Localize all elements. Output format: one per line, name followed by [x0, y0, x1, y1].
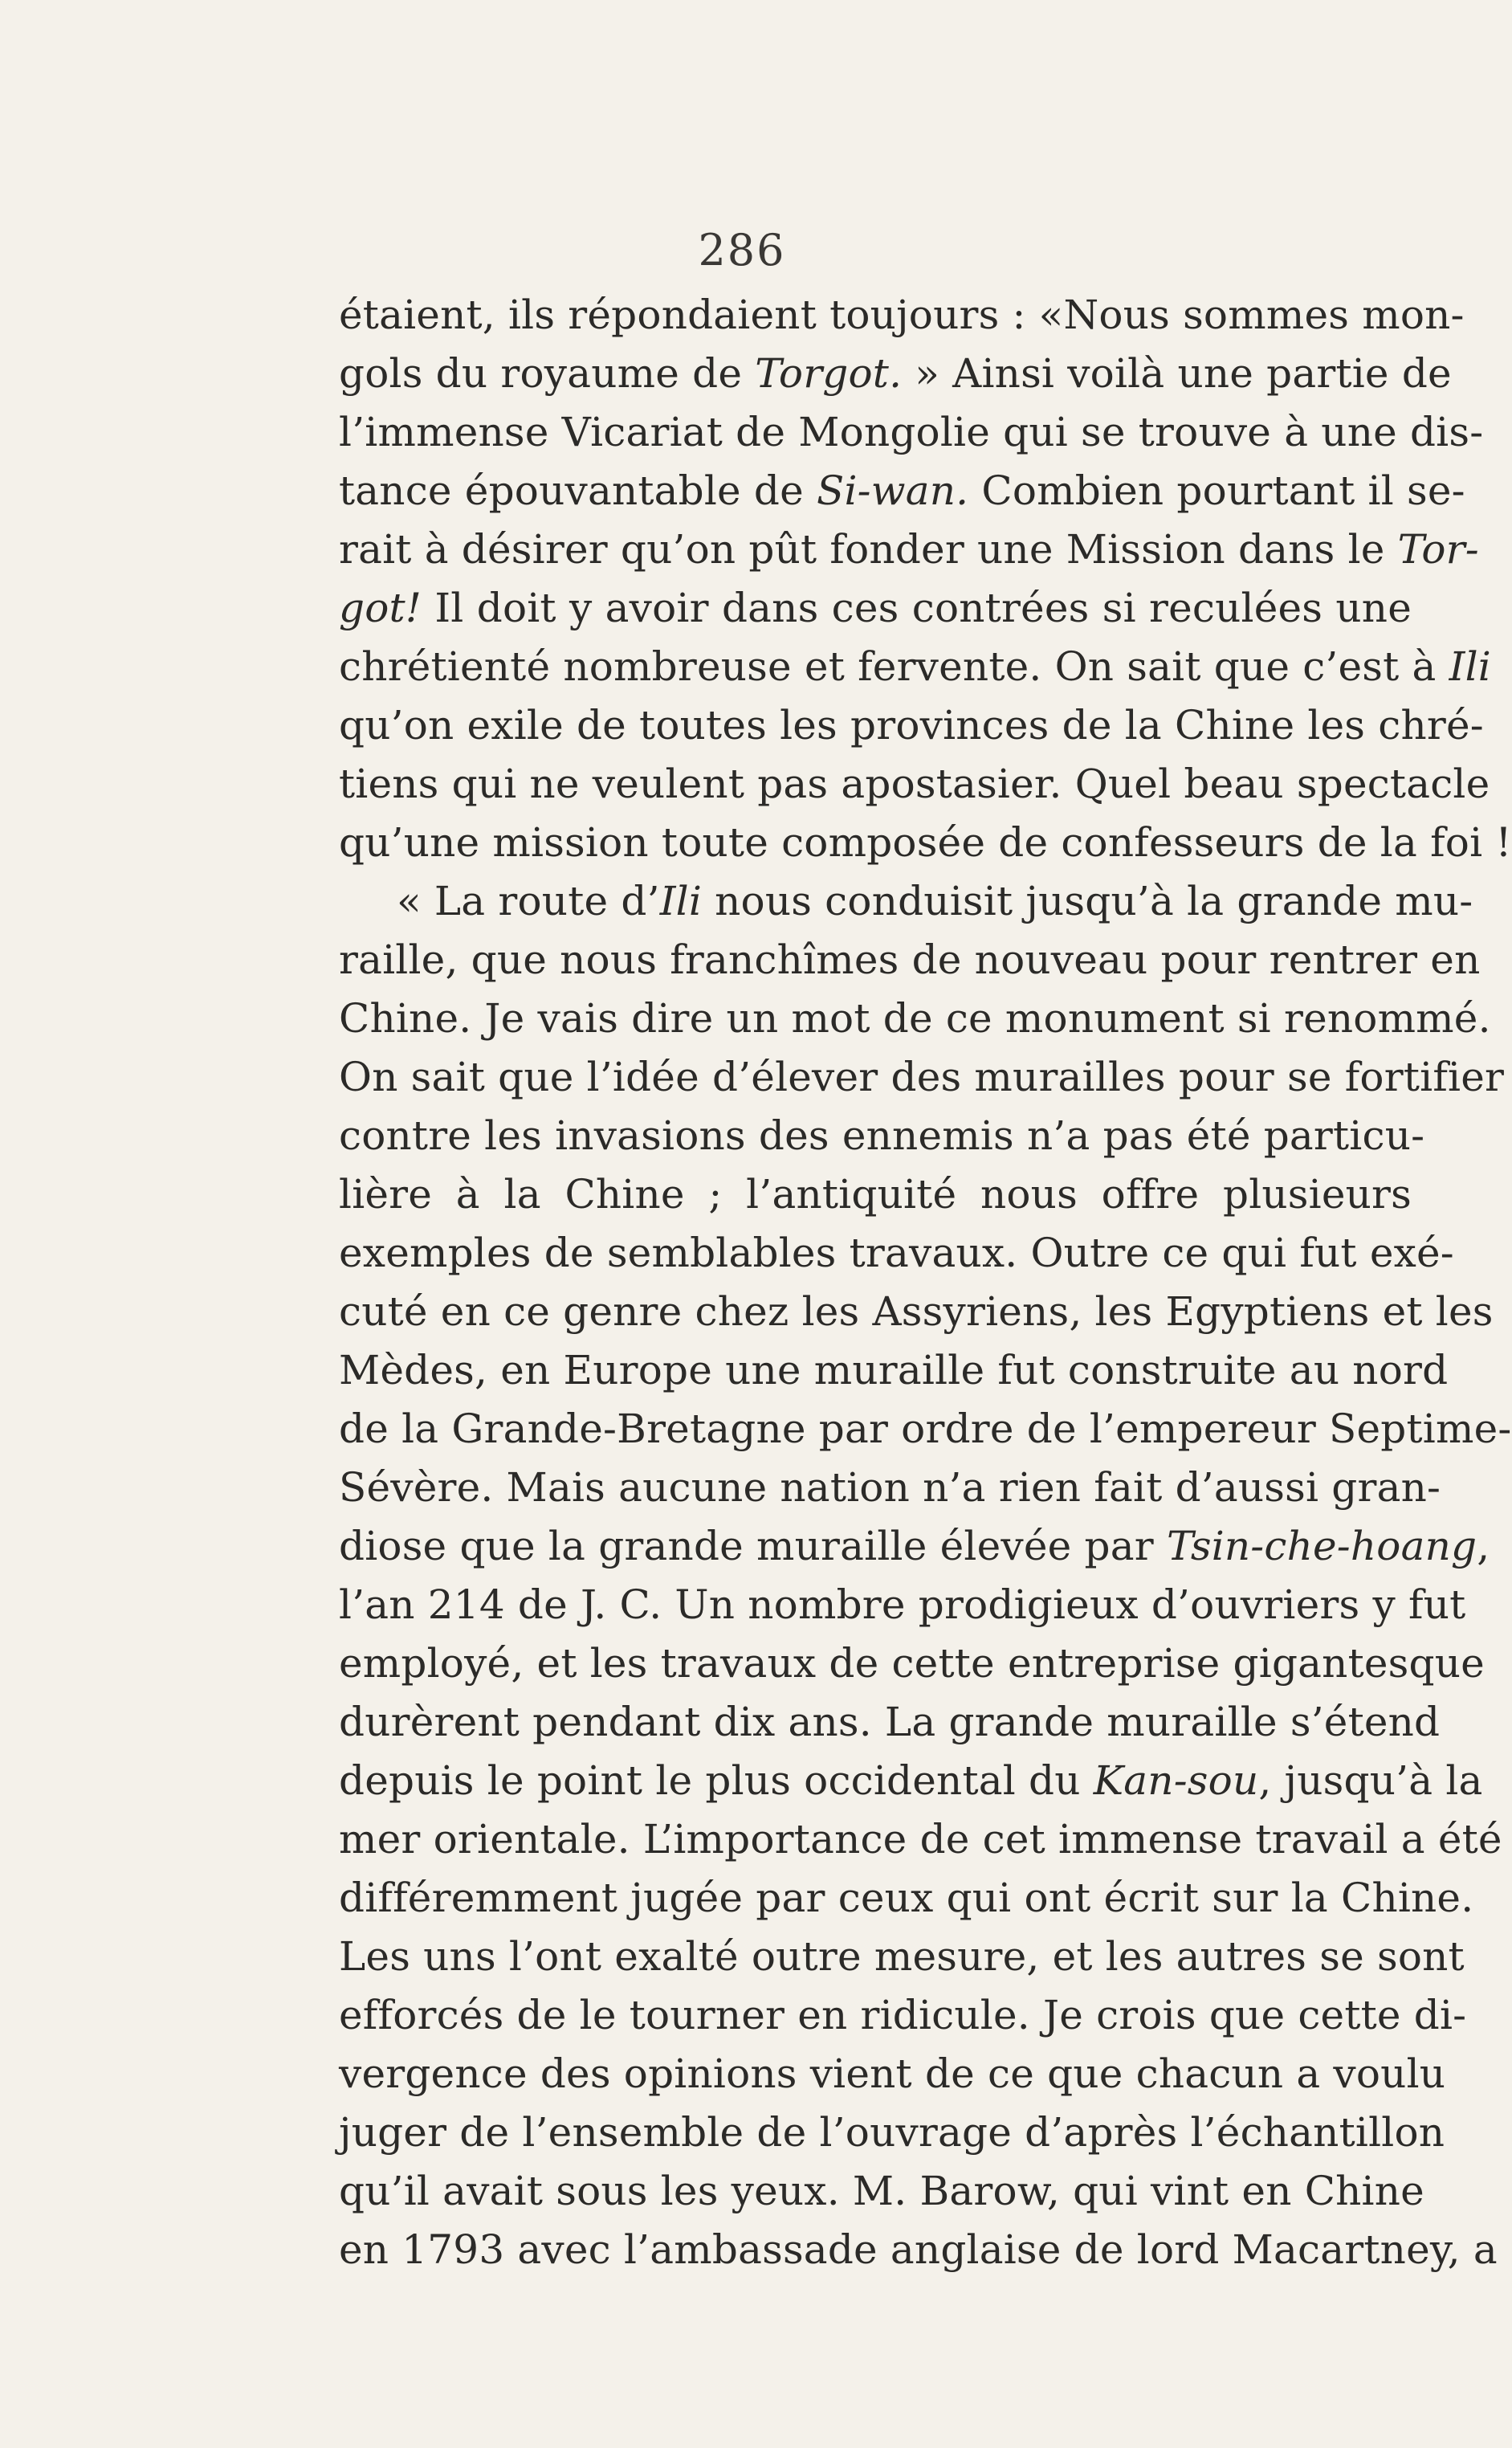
text-line: qu’une mission toute composée de confesseurs de la foi ! [339, 819, 1512, 866]
text-line: gols du royaume de Torgot. » Ainsi voilà une partie de [339, 350, 1452, 397]
text-line: mer orientale. L’importance de cet immense travail a été [339, 1816, 1502, 1863]
text-line: juger de l’ensemble de l’ouvrage d’après l’échantillon [339, 2109, 1445, 2156]
text-line: Mèdes, en Europe une muraille fut construite au nord [339, 1347, 1449, 1393]
page-number: 286 [698, 225, 786, 275]
text-line: got! Il doit y avoir dans ces contrées si reculées une [339, 585, 1412, 631]
text-line: durèrent pendant dix ans. La grande muraille s’étend [339, 1699, 1441, 1745]
text-line: étaient, ils répondaient toujours : «Nous sommes mon- [339, 292, 1465, 338]
text-line: rait à désirer qu’on pût fonder une Mission dans le Tor- [339, 526, 1479, 573]
text-line: chrétienté nombreuse et fervente. On sait que c’est à Ili [339, 643, 1491, 690]
italic-term: Tsin-che-hoang [1166, 1523, 1477, 1569]
text-line: raille, que nous franchîmes de nouveau pour rentrer en [339, 936, 1481, 983]
italic-term: Ili [1449, 643, 1491, 690]
text-line: Sévère. Mais aucune nation n’a rien fait d’aussi gran- [339, 1464, 1441, 1511]
text-line: l’an 214 de J. C. Un nombre prodigieux d’ouvriers y fut [339, 1581, 1466, 1628]
body-text [339, 286, 1512, 2279]
italic-term: got! [339, 585, 422, 631]
text-line: exemples de semblables travaux. Outre ce qui fut exé- [339, 1230, 1454, 1276]
text-line: Les uns l’ont exalté outre mesure, et les autres se sont [339, 1933, 1465, 1980]
text-line: « La route d’Ili nous conduisit jusqu’à la grande mu- [397, 878, 1473, 924]
italic-term: Torgot. [755, 350, 903, 397]
italic-term: Si-wan. [817, 467, 969, 514]
text-line: depuis le point le plus occidental du Kan-sou, jusqu’à la [339, 1757, 1483, 1804]
text-line: différemment jugée par ceux qui ont écrit sur la Chine. [339, 1875, 1474, 1921]
italic-term: Kan-sou [1093, 1757, 1259, 1804]
text-line: Chine. Je vais dire un mot de ce monument si renommé. [339, 995, 1491, 1042]
text-line: qu’il avait sous les yeux. M. Barow, qui vint en Chine [339, 2168, 1424, 2214]
italic-term: Ili [659, 878, 703, 924]
text-line: On sait que l’idée d’élever des murailles pour se fortifier [339, 1054, 1505, 1100]
text-line: tance épouvantable de Si-wan. Combien pourtant il se- [339, 467, 1465, 514]
text-line: qu’on exile de toutes les provinces de la Chine les chré- [339, 702, 1484, 749]
text-line: de la Grande-Bretagne par ordre de l’empereur Septime- [339, 1406, 1512, 1452]
text-line: vergence des opinions vient de ce que chacun a voulu [339, 2050, 1446, 2097]
text-line: en 1793 avec l’ambassade anglaise de lord Macartney, a [339, 2226, 1498, 2273]
text-line: efforcés de le tourner en ridicule. Je crois que cette di- [339, 1992, 1467, 2038]
text-line: cuté en ce genre chez les Assyriens, les Egyptiens et les [339, 1288, 1494, 1335]
text-line: tiens qui ne veulent pas apostasier. Quel beau spectacle [339, 761, 1490, 807]
italic-term: Tor- [1397, 526, 1479, 573]
text-line: employé, et les travaux de cette entreprise gigantesque [339, 1640, 1485, 1687]
text-line: contre les invasions des ennemis n’a pas été particu- [339, 1112, 1425, 1159]
text-line: l’immense Vicariat de Mongolie qui se trouve à une dis- [339, 409, 1484, 455]
text-line: diose que la grande muraille élevée par Tsin-che-hoang, [339, 1523, 1490, 1569]
text-line: lière à la Chine ; l’antiquité nous offre plusieurs [339, 1171, 1412, 1218]
